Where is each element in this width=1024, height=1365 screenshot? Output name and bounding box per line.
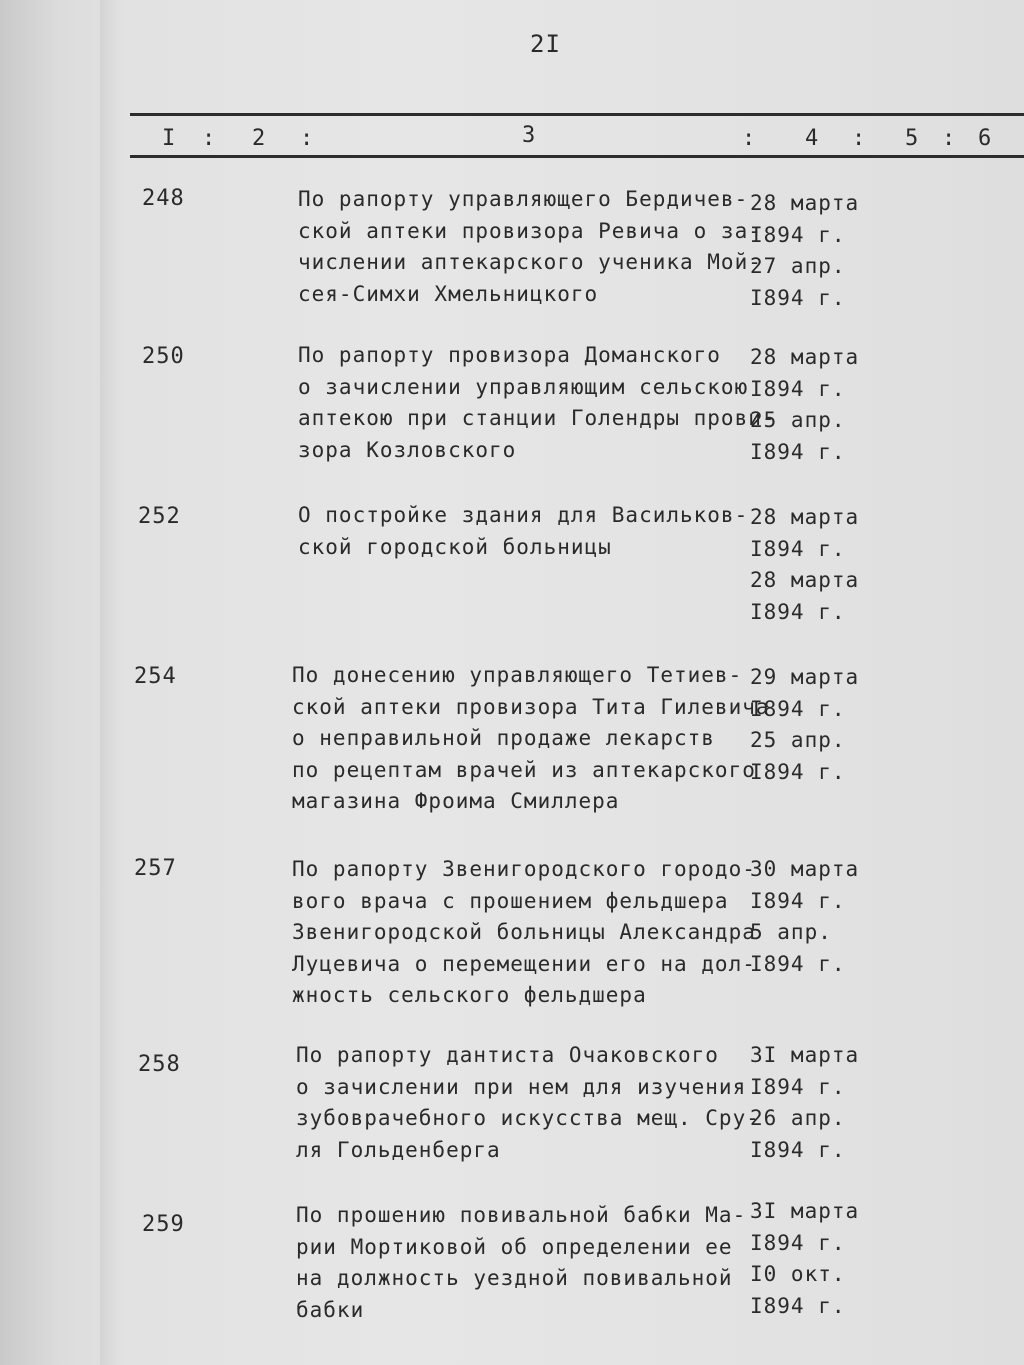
description-line: ской аптеки провизора Ревича о за- [298,218,762,243]
end-date: 26 апр. [750,1106,846,1130]
column-5-heading: 5 [905,126,921,151]
entry-number: 248 [142,186,185,211]
entry-description [296,1040,760,1166]
column-separator: : [942,126,958,151]
entry-number: 252 [138,504,181,529]
description-line: ской городской больницы [298,534,612,559]
entry-description [296,1200,756,1326]
entry-description [298,500,758,563]
start-year: I894 г. [750,1074,846,1099]
entry-description [298,184,762,310]
end-year: I894 г. [750,285,846,310]
start-date: 3I марта [750,1043,860,1067]
description-line: числении аптекарского ученика Мой- [298,250,762,274]
start-year: I894 г. [750,536,846,561]
description-line: ской аптеки провизора Тита Гилевича [292,694,770,719]
column-separator: : [300,126,316,151]
table-top-rule [130,113,1024,116]
description-line: о зачислении управляющим сельскою [298,374,749,399]
start-date: 30 марта [750,857,860,881]
entry-dates [750,188,870,314]
description-line: По рапорту провизора Доманского [298,343,721,367]
end-year: I894 г. [750,1293,846,1318]
end-year: I894 г. [750,599,846,624]
description-line: магазина Фроима Смиллера [292,789,620,813]
description-line: о зачислении при нем для изучения [296,1074,747,1099]
entry-dates [750,1196,870,1322]
entry-dates [750,662,870,788]
entry-description [292,854,756,1012]
description-line: зубоврачебного искусства мещ. Сру- [296,1106,760,1130]
column-1-heading: I [162,126,178,151]
end-date: 25 апр. [750,408,846,432]
entry-dates [750,854,870,980]
start-year: I894 г. [750,888,846,913]
description-line: вого врача с прошением фельдшера [292,888,729,913]
end-date: 28 марта [750,568,860,592]
start-date: 28 марта [750,345,860,369]
table-header-rule [130,155,1024,158]
entry-number: 258 [138,1052,181,1077]
end-year: I894 г. [750,439,846,464]
description-line: О постройке здания для Васильков- [298,503,749,527]
description-line: Звенигородской больницы Александра [292,920,756,944]
description-line: По рапорту управляющего Бердичев- [298,187,749,211]
column-separator: : [742,126,758,151]
entry-number: 257 [134,856,177,881]
description-line: сея-Симхи Хмельницкого [298,281,599,306]
description-line: по рецептам врачей из аптекарского [292,757,756,782]
entry-number: 250 [142,344,185,369]
description-line: По донесению управляющего Тетиев- [292,663,743,687]
description-line: Луцевича о перемещении его на дол- [292,951,756,976]
start-year: I894 г. [750,222,846,247]
start-date: 28 марта [750,505,860,529]
end-year: I894 г. [750,1137,846,1162]
column-2-heading: 2 [252,126,268,151]
page-fold-shadow [100,0,120,1365]
end-year: I894 г. [750,759,846,784]
end-date: I0 окт. [750,1262,846,1286]
description-line: жность сельского фельдшера [292,983,647,1007]
page-number: 2I [530,30,561,58]
description-line: По рапорту дантиста Очаковского [296,1043,719,1067]
description-line: зора Козловского [298,437,517,462]
description-line: рии Мортиковой об определении ее [296,1234,733,1259]
end-date: 27 апр. [750,254,846,278]
entry-number: 259 [142,1212,185,1237]
start-year: I894 г. [750,696,846,721]
description-line: По рапорту Звенигородского городо- [292,857,756,881]
start-year: I894 г. [750,1230,846,1255]
start-year: I894 г. [750,376,846,401]
description-line: аптекою при станции Голендры прови- [298,406,776,430]
end-date: 25 апр. [750,728,846,752]
start-date: 29 марта [750,665,860,689]
description-line: бабки [296,1297,365,1322]
entry-description [298,340,776,466]
entry-dates [750,502,870,628]
column-separator: : [202,126,218,151]
column-separator: : [852,126,868,151]
start-date: 3I марта [750,1199,860,1223]
description-line: ля Гольденберга [296,1137,501,1162]
entry-number: 254 [134,664,177,689]
end-year: I894 г. [750,951,846,976]
entry-dates [750,1040,870,1166]
column-4-heading: 4 [805,126,821,151]
start-date: 28 марта [750,191,860,215]
column-3-heading: 3 [522,123,538,148]
description-line: о неправильной продаже лекарств [292,726,715,750]
column-6-heading: 6 [978,126,994,151]
entry-description [292,660,770,818]
description-line: на должность уездной повивальной [296,1266,733,1290]
description-line: По прошению повивальной бабки Ма- [296,1203,747,1227]
entry-dates [750,342,870,468]
end-date: 5 апр. [750,920,832,944]
